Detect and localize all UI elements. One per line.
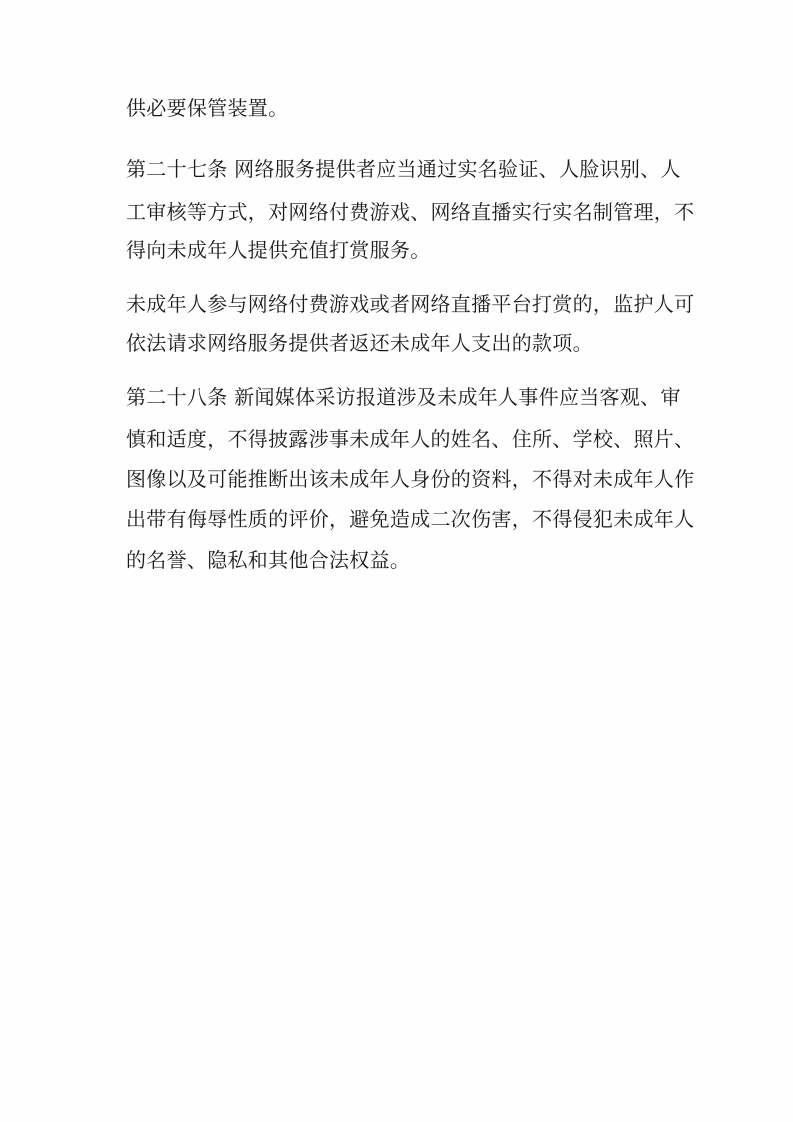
text-line: 第二十七条 网络服务提供者应当通过实名验证、人脸识别、人 — [126, 157, 681, 181]
text-line: 供必要保管装置。 — [126, 96, 289, 120]
text-line: 出带有侮辱性质的评价，避免造成二次伤害，不得侵犯未成年人 — [126, 507, 695, 531]
text-line: 工审核等方式，对网络付费游戏、网络直播实行实名制管理，不 — [126, 200, 695, 224]
text-line: 第二十八条 新闻媒体采访报道涉及未成年人事件应当客观、审 — [126, 385, 681, 409]
text-line: 的名誉、隐私和其他合法权益。 — [126, 548, 411, 572]
text-line: 图像以及可能推断出该未成年人身份的资料，不得对未成年人作 — [126, 467, 695, 491]
text-line: 依法请求网络服务提供者返还未成年人支出的款项。 — [126, 331, 593, 355]
text-line: 慎和适度，不得披露涉事未成年人的姓名、住所、学校、照片、 — [126, 427, 695, 451]
text-line: 未成年人参与网络付费游戏或者网络直播平台打赏的，监护人可 — [126, 292, 695, 316]
text-line: 得向未成年人提供充值打赏服务。 — [126, 238, 431, 262]
